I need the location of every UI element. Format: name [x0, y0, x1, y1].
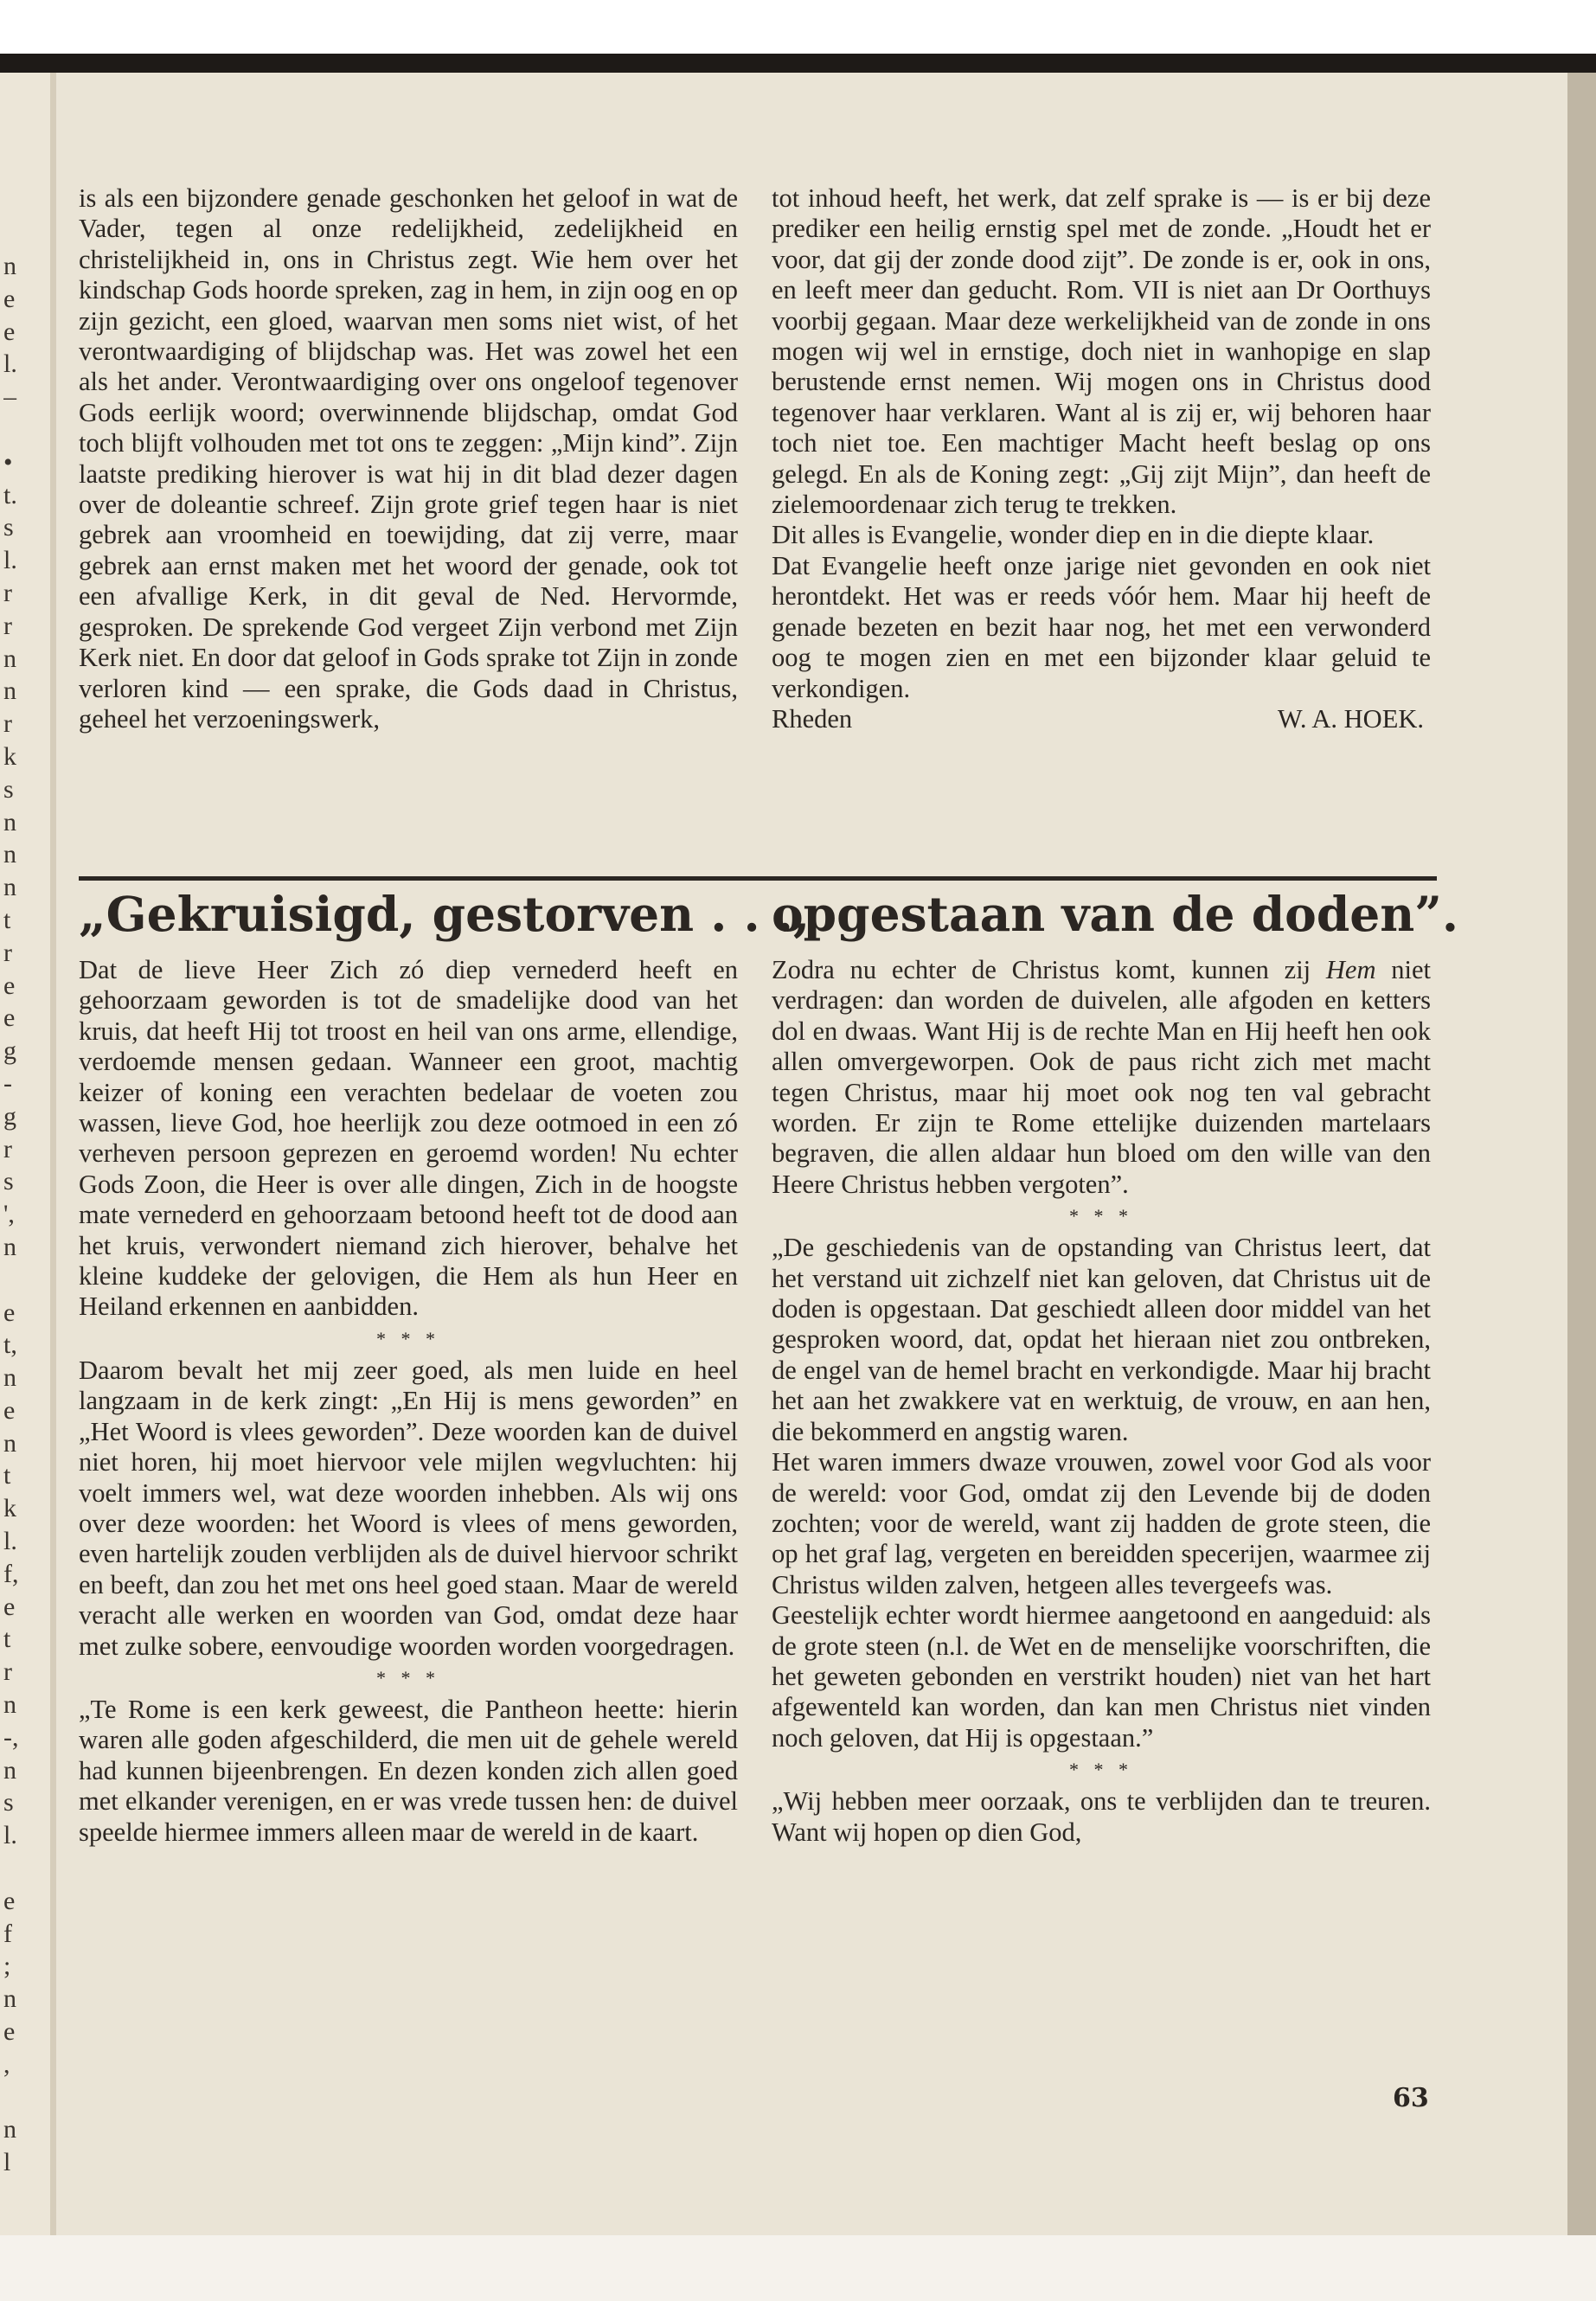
scan-top-border	[0, 54, 1596, 73]
article-paragraph: Dat de lieve Heer Zich zó diep vernederd heeft en gehoorzaam geworden is tot de smadelijke dood van het kruis, dat heeft Hij tot troost en heil van ons arme, ellendige, verdoemde mensen gedaan. Wanneer een groot, machtig keizer of koning een verachten bedelaar de voeten zou wassen, lieve God, hoe heerlijk zou deze ootmoed in een zó verheven persoon geprezen en geroemd worden! Nu echter Gods Zoon, die Heer is over alle dingen, Zich in de hoogste mate vernederd en gehoorzaam betoond heeft tot de dood aan het kruis, verwondert niemand zich hierover, behalve het kleine kuddeke der gelovigen, die Hem als hun Heer en Heiland erkennen en aanbidden.	[79, 955, 738, 1322]
page-number: 63	[1393, 2083, 1429, 2113]
signature-place: Rheden	[772, 703, 853, 734]
article-text: niet verdragen: dan worden de duivelen, alle afgoden en ketters dol en dwaas. Want Hij is de rechte Man en Hij heeft hen ook allen omvergeworpen. Ook de paus richt zich met macht tegen Christus, maar hij moet ook nog ten val gebracht worden. Er zijn te Rome ettelijke duizenden martelaars begraven, die allen aldaar hun bloed om den wille van den Heere Christus hebben vergoten”.	[772, 955, 1431, 1199]
article-paragraph: „Wij hebben meer oorzaak, ons te verblijden dan te treuren. Want wij hopen op dien God,	[772, 1786, 1431, 1847]
binding-edge	[50, 73, 56, 2235]
article-paragraph: Het waren immers dwaze vrouwen, zowel voor God als voor de wereld: voor God, omdat zij den Levende bij de doden zochten; voor de wereld, want zij hadden de grote steen, die op het graf lag, vergeten en bereidden specerijen, waarmee zij Christus wilden zalven, hetgeen alles tevergeefs was.	[772, 1447, 1431, 1599]
article-paragraph	[772, 955, 1431, 1200]
top-article-paragraph: Dit alles is Evangelie, wonder diep en in die diepte klaar.	[772, 520, 1375, 550]
article-paragraph: Geestelijk echter wordt hiermee aangetoond en aangeduid: als de grote steen (n.l. de Wet en de menselijke voorschriften, die het geweten gebonden en verstrikt houden) niet van het hart afgewenteld kan worden, dan kan men Christus niet vinden noch geloven, dat Hij is opgestaan.”	[772, 1600, 1431, 1753]
section-stars: * * *	[376, 1327, 440, 1349]
top-article-paragraph: is als een bijzondere genade geschonken het geloof in wat de Vader, tegen al onze redelijkheid, zedelijkheid en christelijkheid in, ons in Christus zegt. Wie hem over het kindschap Gods hoorde spreken, zag in hem, in zijn oog en op zijn gezicht, een gloed, waarvan men soms niet wist, of het verontwaardiging of blijdschap was. Het was zowel het een als het ander. Verontwaardiging over ons ongeloof tegenover Gods eerlijk woord; overwinnende blijdschap, omdat God toch blijft volhouden met tot ons te zeggen: „Mijn kind”. Zijn laatste prediking hierover is wat hij in dit blad dezer dagen over de doleantie schreef. Zijn grote grief tegen haar is niet gebrek aan vroomheid en toewijding, dat zij verre, maar gebrek aan ernst maken met het woord der genade, ook tot een afvallige Kerk, in dit geval de Ned. Hervormde, gesproken. De sprekende God vergeet Zijn verbond met Zijn Kerk niet. En door dat geloof in Gods sprake tot Zijn in zonde verloren kind — een sprake, die Gods daad in Christus, geheel het verzoeningswerk,	[79, 183, 738, 734]
article-paragraph: „Te Rome is een kerk geweest, die Pantheon heette: hierin waren alle goden afgeschilderd, die men uit de gehele wereld had kunnen bijeenbrengen. En dezen konden zich allen goed met elkander verenigen, en er was vrede tussen hen: de duivel speelde hiermee immers alleen maar de wereld in de kaart.	[79, 1694, 738, 1847]
article-paragraph: Daarom bevalt het mij zeer goed, als men luide en heel langzaam in de kerk zingt: „En Hij is mens geworden” en „Het Woord is vlees geworden”. Deze woorden kan de duivel niet horen, hij moet hiervoor vele mijlen wegvluchten: hij voelt immers wel, wat deze woorden inhebben. Als wij ons over deze woorden: het Woord is vlees of mens geworden, even hartelijk zouden verblijden als de duivel hiervoor schrikt en beeft, dan zou het met ons heel goed staan. Maar de wereld veracht alle werken en woorden van God, omdat deze haar met zulke sobere, eenvoudige woorden worden voorgedragen.	[79, 1355, 738, 1661]
article-text: Zodra nu echter de Christus komt, kunnen zij	[772, 955, 1326, 984]
scan-bottom-margin	[0, 2235, 1596, 2301]
top-article-paragraph: tot inhoud heeft, het werk, dat zelf sprake is — is er bij deze prediker een heilig ernstig spel met de zonde. „Houdt het er voor, dat gij der zonde dood zijt”. De zonde is er, ook in ons, en leeft meer dan geducht. Rom. VII is niet aan Dr Oorthuys voorbij gegaan. Maar deze werkelijkheid van de zonde in ons mogen wij wel in ernstige, doch niet in wanhopige en slap berustende ernst nemen. Wij mogen ons in Christus dood tegenover haar verklaren. Want al is zij er, wij behoren haar toch niet toe. Een machtiger Macht heeft beslag op ons gelegd. En als de Koning zegt: „Gij zijt Mijn”, dan heeft de zielemoordenaar zich terug te trekken.	[772, 183, 1431, 520]
section-stars: * * *	[1069, 1759, 1133, 1781]
top-article-paragraph: Dat Evangelie heeft onze jarige niet gevonden en ook niet herontdekt. Het was er reeds vóór hem. Maar hij heeft de genade bezeten en bezit haar nog, het met een verwonderd oog te mogen zien en met een bijzonder klaar geluid te verkondigen.	[772, 550, 1431, 703]
signature-author: W. A. HOEK.	[1277, 703, 1424, 734]
headline-part-2: opgestaan van de doden”.	[772, 886, 1459, 942]
section-stars: * * *	[1069, 1205, 1133, 1227]
main-article-left-column	[79, 955, 738, 1848]
article-paragraph: „De geschiedenis van de opstanding van Christus leert, dat het verstand uit zichzelf niet kan geloven, dat Christus uit de doden is opgestaan. Dat geschiedt alleen door middel van het gesproken woord, dat, opdat het hieraan niet zou ontbreken, de engel van de hemel bracht en verkondigde. Maar hij bracht het aan het zwakkere vat en werktuig, de vrouw, en aan hen, die bekommerd en angstig waren.	[772, 1233, 1431, 1446]
section-divider	[79, 876, 1437, 881]
page-right-edge	[1567, 73, 1596, 2235]
top-article-right-column	[772, 183, 1431, 734]
headline-part-1: „Gekruisigd, gestorven . . .,	[79, 886, 811, 942]
emphasis-text: Hem	[1325, 955, 1376, 984]
main-article-right-column	[772, 955, 1431, 1848]
signature-line	[772, 704, 1431, 734]
top-article-left-column	[79, 183, 738, 734]
facing-page-fragment: n e e l. – • t. s l. r r n n r k s n n n t r e e g - g r s ', n e t, n e n t k l. f, e t r n -, n s l. e f ; n e , n l	[3, 252, 19, 2177]
section-stars: * * *	[376, 1666, 440, 1689]
facing-page-strip	[0, 73, 50, 2235]
